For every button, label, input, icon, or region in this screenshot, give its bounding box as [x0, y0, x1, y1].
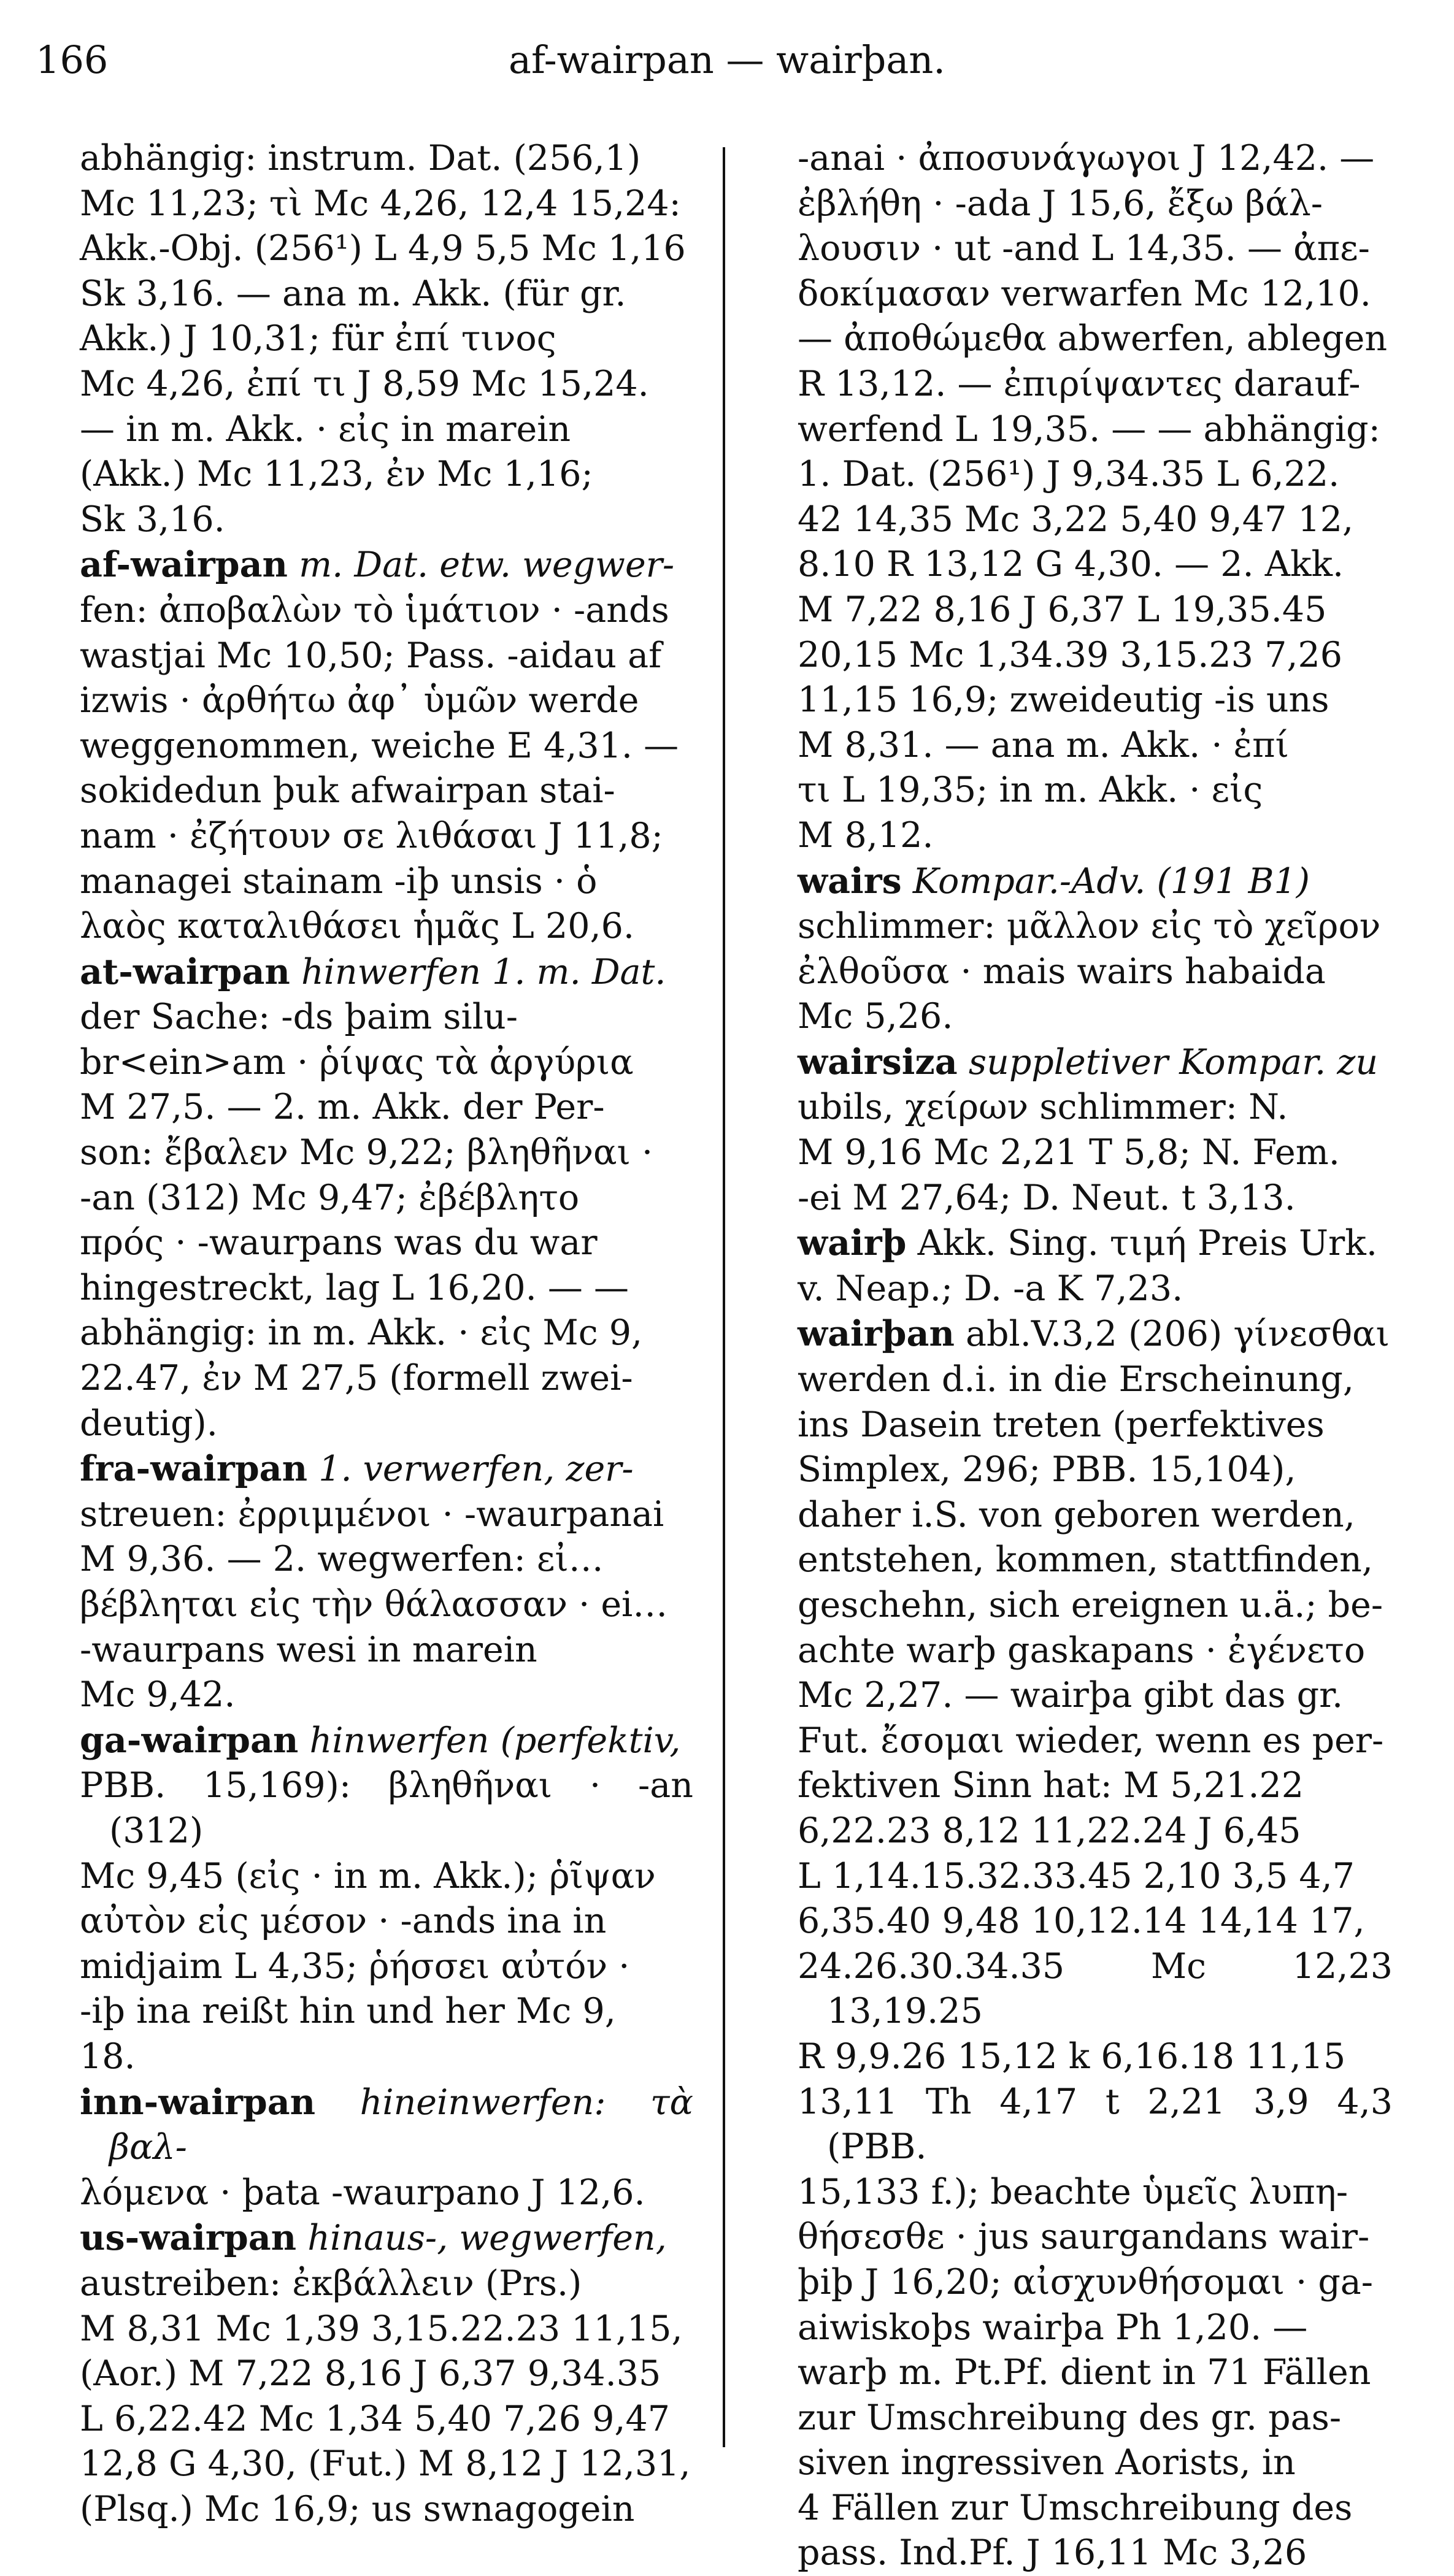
text-line: Akk.-Obj. (256¹) L 4,9 5,5 Mc 1,16	[80, 228, 686, 269]
text-line: Kompar.-Adv. (191 B1)	[912, 861, 1310, 902]
text-line: Mc 2,27. — wairþa gibt das gr.	[798, 1675, 1344, 1716]
dictionary-entry-us-wairpan	[80, 2215, 693, 2532]
text-line: αὐτὸν εἰς μέσον · -ands ina in	[80, 1901, 607, 1942]
text-line: Sk 3,16.	[80, 499, 225, 540]
entry-lemma: af-wairpan	[80, 544, 288, 586]
dictionary-entry-inn-wairpan	[80, 2080, 693, 2216]
entry-lemma: at-wairpan	[80, 951, 290, 992]
text-line: suppletiver Kompar. zu	[968, 1041, 1379, 1083]
text-line: sokidedun þuk afwairpan stai-	[80, 770, 615, 811]
text-line: 42 14,35 Mc 3,22 5,40 9,47 12,	[798, 499, 1354, 540]
text-line: siven ingressiven Aorists, in	[798, 2442, 1296, 2483]
text-line: streuen: ἐρριμμένοι · -waurpanai	[80, 1493, 664, 1535]
text-line: Mc 4,26, ἐπί τι J 8,59 Mc 15,24.	[80, 363, 649, 404]
text-line: Mc 11,23; τὶ Mc 4,26, 12,4 15,24:	[80, 183, 681, 224]
text-line: 6,22.23 8,12 11,22.24 J 6,45	[798, 1810, 1301, 1851]
text-line: ἐβλήθη · -ada J 15,6, ἔξω βάλ-	[798, 183, 1323, 224]
text-line: — in m. Akk. · εἰς in marein	[80, 408, 571, 450]
dictionary-entry-wairthan	[798, 1311, 1393, 2576]
text-line: 15,133 f.); beachte ὑμεῖς λυπη-	[798, 2171, 1348, 2212]
entry-lemma: ga-wairpan	[80, 1719, 299, 1761]
text-line: -waurpans wesi in marein	[80, 1629, 537, 1670]
text-line: nam · ἐζήτουν σε λιθάσαι J 11,8;	[80, 815, 663, 856]
text-line: br<ein>am · ῥίψας τὰ ἀργύρια	[80, 1041, 634, 1083]
text-line: werfend L 19,35. — — abhängig:	[798, 408, 1380, 450]
entry-lemma: wairsiza	[798, 1041, 958, 1083]
text-line: Fut. ἔσομαι wieder, wenn es per-	[798, 1720, 1384, 1761]
text-line: abl.V.3,2 (206) γίνεσθαι	[966, 1314, 1390, 1355]
text-line: 20,15 Mc 1,34.39 3,15.23 7,26	[798, 634, 1342, 675]
running-head: af-wairpan — wairþan.	[509, 37, 945, 82]
text-line: Mc 9,42.	[80, 1674, 236, 1715]
text-line: ubils, χείρων schlimmer: N.	[798, 1087, 1288, 1128]
text-line: M 8,12.	[798, 815, 934, 856]
entry-lemma: fra-wairpan	[80, 1448, 308, 1490]
text-line: Akk. Sing. τιμή Preis Urk.	[917, 1223, 1377, 1264]
text-line: wastjai Mc 10,50; Pass. -aidau af	[80, 635, 662, 676]
text-line: geschehn, sich ereignen u.ä.; be-	[798, 1585, 1383, 1625]
dictionary-entry-wairth	[798, 1221, 1393, 1311]
text-line: 24.26.30.34.35 Mc 12,23 13,19.25	[798, 1945, 1393, 2032]
text-line: abhängig: instrum. Dat. (256,1)	[80, 138, 641, 178]
page-number: 166	[36, 37, 109, 82]
text-line: hingestreckt, lag L 16,20. — —	[80, 1267, 629, 1308]
text-line: Simplex, 296; PBB. 15,104),	[798, 1449, 1296, 1490]
text-line: aiwiskoþs wairþa Ph 1,20. —	[798, 2307, 1308, 2348]
text-line: entstehen, kommen, stattfinden,	[798, 1539, 1373, 1581]
text-line: daher i.S. von geboren werden,	[798, 1494, 1355, 1535]
text-line: m. Dat. etw. wegwer-	[299, 545, 675, 586]
left-column	[80, 136, 693, 2532]
text-line: ins Dasein treten (perfektives	[798, 1404, 1325, 1445]
right-column	[798, 136, 1393, 2576]
text-line: Mc 9,45 (εἰς · in m. Akk.); ῥῖψαν	[80, 1855, 656, 1896]
text-line: λουσιν · ut -and L 14,35. — ἀπε-	[798, 228, 1370, 269]
text-line: Sk 3,16. — ana m. Akk. (für gr.	[80, 273, 626, 314]
text-line: πρός · -waurpans was du war	[80, 1222, 598, 1263]
text-line: -an (312) Mc 9,47; ἐβέβλητο	[80, 1177, 580, 1218]
text-line: -ei M 27,64; D. Neut. t 3,13.	[798, 1177, 1296, 1218]
text-line: 1. verwerfen, zer-	[318, 1449, 634, 1490]
text-line: M 8,31. — ana m. Akk. · ἐπί	[798, 724, 1289, 765]
text-line: zur Umschreibung des gr. pas-	[798, 2397, 1342, 2438]
text-line: 6,35.40 9,48 10,12.14 14,14 17,	[798, 1901, 1365, 1942]
text-line: M 27,5. — 2. m. Akk. der Per-	[80, 1087, 605, 1128]
text-line: 12,8 G 4,30, (Fut.) M 8,12 J 12,31,	[80, 2444, 691, 2485]
entry-lemma: wairþan	[798, 1313, 955, 1355]
text-line: PBB. 15,169): βληθῆναι · -an (312)	[80, 1765, 693, 1851]
dictionary-entry-at-wairpan	[80, 949, 693, 1447]
text-line: 8.10 R 13,12 G 4,30. — 2. Akk.	[798, 544, 1344, 585]
entry-lemma: wairþ	[798, 1222, 907, 1264]
text-line: hinaus-, wegwerfen,	[307, 2218, 667, 2259]
text-line: R 13,12. — ἐπιρίψαντες darauf-	[798, 363, 1361, 404]
text-line: λαὸς καταλιθάσει ἡμᾶς L 20,6.	[80, 906, 635, 947]
text-line: pass. Ind.Pf. J 16,11 Mc 3,26	[798, 2532, 1307, 2574]
text-line: weggenommen, weiche E 4,31. —	[80, 725, 679, 766]
text-line: abhängig: in m. Akk. · εἰς Mc 9,	[80, 1313, 643, 1354]
text-line: Akk.) J 10,31; für ἐπί τινος	[80, 318, 556, 359]
text-line: deutig).	[80, 1403, 218, 1444]
text-line: R 9,9.26 15,12 k 6,16.18 11,15	[798, 2036, 1346, 2077]
dictionary-entry-ga-wairpan	[80, 1718, 693, 2080]
text-line: 18.	[80, 2036, 136, 2077]
text-line: M 9,16 Mc 2,21 T 5,8; N. Fem.	[798, 1132, 1340, 1173]
text-line: managei stainam -iþ unsis · ὁ	[80, 861, 598, 902]
text-line: son: ἔβαλεν Mc 9,22; βληθῆναι ·	[80, 1132, 653, 1173]
text-line: θήσεσθε · jus saurgandans wair-	[798, 2217, 1370, 2258]
text-line: 13,11 Th 4,17 t 2,21 3,9 4,3 (PBB.	[798, 2081, 1393, 2168]
dictionary-entry-wairsiza	[798, 1040, 1393, 1221]
entry-lemma: wairs	[798, 860, 902, 902]
text-line: 11,15 16,9; zweideutig -is uns	[798, 680, 1329, 721]
text-line: — ἀποθώμεθα abwerfen, ablegen	[798, 318, 1388, 359]
text-line: 1. Dat. (256¹) J 9,34.35 L 6,22.	[798, 454, 1340, 495]
text-line: δοκίμασαν verwarfen Mc 12,10.	[798, 273, 1371, 314]
text-line: Mc 5,26.	[798, 996, 953, 1037]
text-line: schlimmer: μᾶλλον εἰς τὸ χεῖρον	[798, 906, 1381, 947]
text-line: fen: ἀποβαλὼν τὸ ἱμάτιον · -ands	[80, 589, 669, 631]
text-line: austreiben: ἐκβάλλειν (Prs.)	[80, 2263, 582, 2304]
text-line: (Akk.) Mc 11,23, ἐν Mc 1,16;	[80, 454, 593, 495]
text-line: L 1,14.15.32.33.45 2,10 3,5 4,7	[798, 1855, 1355, 1896]
text-line: þiþ J 16,20; αἰσχυνθήσομαι · ga-	[798, 2261, 1374, 2302]
text-line: M 7,22 8,16 J 6,37 L 19,35.45	[798, 589, 1327, 630]
text-line: L 6,22.42 Mc 1,34 5,40 7,26 9,47	[80, 2398, 671, 2439]
text-line: izwis · ἀρθήτω ἀφ᾽ ὑμῶν werde	[80, 680, 639, 721]
text-line: -anai · ἀποσυνάγωγοι J 12,42. —	[798, 138, 1375, 178]
text-line: M 8,31 Mc 1,39 3,15.22.23 11,15,	[80, 2308, 683, 2349]
text-line: hineinwerfen: τὰ βαλ-	[109, 2082, 694, 2168]
text-line: (Aor.) M 7,22 8,16 J 6,37 9,34.35	[80, 2353, 661, 2394]
text-line: der Sache: -ds þaim silu-	[80, 997, 518, 1038]
text-line: 22.47, ἐν M 27,5 (formell zwei-	[80, 1358, 633, 1399]
text-line: werden d.i. in die Erscheinung,	[798, 1359, 1354, 1400]
dictionary-entry-fra-wairpan	[80, 1446, 693, 1718]
text-line: v. Neap.; D. -a K 7,23.	[798, 1268, 1183, 1309]
column-divider-rule	[723, 147, 725, 2447]
entry-lemma: inn-wairpan	[80, 2081, 316, 2123]
text-line: ἐλθοῦσα · mais wairs habaida	[798, 951, 1326, 992]
text-line: M 9,36. — 2. wegwerfen: εἰ…	[80, 1539, 604, 1580]
text-line: hinwerfen (perfektiv,	[309, 1720, 681, 1761]
dictionary-entry-af-wairpan	[80, 542, 693, 949]
text-line: (Plsq.) Mc 16,9; us swnagogein	[80, 2488, 635, 2529]
text-line: -iþ ina reißt hin und her Mc 9,	[80, 1991, 616, 2032]
text-line: hinwerfen 1. m. Dat.	[301, 951, 666, 992]
text-line: βέβληται εἰς τὴν θάλασσαν · ei…	[80, 1584, 668, 1625]
continued-entry	[798, 136, 1393, 859]
entry-lemma: us-wairpan	[80, 2217, 297, 2259]
text-line: fektiven Sinn hat: M 5,21.22	[798, 1765, 1304, 1806]
text-line: λόμενα · þata -waurpano J 12,6.	[80, 2172, 645, 2213]
text-line: warþ m. Pt.Pf. dient in 71 Fällen	[798, 2352, 1371, 2393]
text-line: achte warþ gaskapans · ἐγένετο	[798, 1630, 1366, 1671]
text-line: 4 Fällen zur Umschreibung des	[798, 2487, 1353, 2528]
continued-entry	[80, 136, 693, 542]
text-line: midjaim L 4,35; ῥήσσει αὐτόν ·	[80, 1945, 630, 1987]
dictionary-entry-wairs	[798, 859, 1393, 1040]
text-line: τι L 19,35; in m. Akk. · εἰς	[798, 770, 1263, 811]
